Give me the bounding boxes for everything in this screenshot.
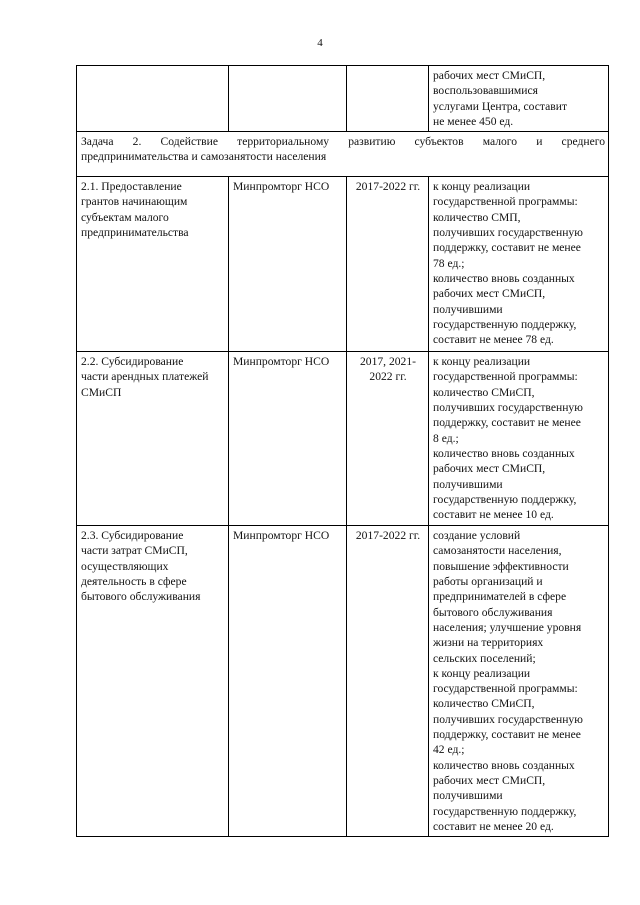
result-line: составит не менее 20 ед. [433,819,554,833]
task-heading-line: предпринимательства и самозанятости населения [81,150,327,164]
measure-line: части арендных платежей [81,370,209,384]
period-line: 2017-2022 гг. [355,180,421,194]
result-line: получивших государственную [433,226,583,240]
period-line: 2017, 2021- [359,355,417,369]
result-line: количество вновь созданных [433,446,575,460]
period-cell [347,352,429,526]
measure-cell [77,352,229,526]
executor-cell: Минпромторг НСО [229,526,347,837]
result-cell [429,352,609,526]
table-row [77,66,609,132]
result-line: к концу реализации [433,355,531,369]
result-line: рабочих мест СМиСП, [433,69,546,82]
table-row [77,352,609,526]
result-line: рабочих мест СМиСП, [433,287,546,301]
result-line: жизни на территориях [433,636,544,650]
result-line: создание условий [433,529,521,543]
period-cell [347,526,429,837]
result-line: государственной программы: [433,195,578,209]
result-line: предпринимателей в сфере [433,590,567,604]
result-line: поддержку, составит не менее [433,728,581,742]
measures-table [76,65,609,837]
result-line: работы организаций и [433,575,543,589]
result-line: поддержку, составит не менее [433,416,581,430]
period-line: 2022 гг. [369,370,407,384]
period-line: 2017-2022 гг. [355,529,421,543]
result-line: государственную поддержку, [433,317,577,331]
result-line: количество вновь созданных [433,271,575,285]
result-line: количество СМП, [433,210,521,224]
measure-line: 2.3. Субсидирование [81,529,184,543]
result-line: получившими [433,302,503,316]
result-line: сельских поселений; [433,651,536,665]
result-line: получившими [433,789,503,803]
result-line: 8 ед.; [433,431,459,445]
result-line: самозанятости населения, [433,544,562,558]
table-row [77,177,609,352]
result-line: воспользовавшимися [433,84,538,98]
measure-line: субъектам малого [81,210,169,224]
page-number: 4 [317,37,323,49]
result-line: к концу реализации [433,666,531,680]
result-line: 42 ед.; [433,743,465,757]
measure-line: грантов начинающим [81,195,188,209]
result-line: 78 ед.; [433,256,465,270]
executor-cell: Минпромторг НСО [229,177,347,352]
result-line: получившими [433,477,503,491]
measure-line: осуществляющих [81,559,169,573]
result-line: повышение эффективности [433,559,569,573]
measure-cell [77,66,229,132]
result-line: государственной программы: [433,682,578,696]
result-line: получивших государственную [433,401,583,415]
result-line: составит не менее 10 ед. [433,508,554,522]
measure-cell [77,177,229,352]
result-line: к концу реализации [433,180,531,194]
result-line: государственную поддержку, [433,804,577,818]
result-cell [429,66,609,132]
table-row [77,526,609,837]
result-line: поддержку, составит не менее [433,241,581,255]
result-line: получивших государственную [433,712,583,726]
result-line: бытового обслуживания [433,605,553,619]
task-row [77,132,609,177]
result-line: количество вновь созданных [433,758,575,772]
measure-line: СМиСП [81,385,122,399]
result-cell [429,526,609,837]
measure-line: бытового обслуживания [81,590,201,604]
result-line: услугами Центра, составит [433,99,568,113]
result-line: населения; улучшение уровня [433,620,582,634]
measure-line: 2.1. Предоставление [81,180,182,194]
result-cell [429,177,609,352]
result-line: составит не менее 78 ед. [433,333,554,347]
measure-cell [77,526,229,837]
result-line: рабочих мест СМиСП, [433,773,546,787]
measure-line: предпринимательства [81,226,189,240]
task-heading-line: Задача 2. Содействие территориальному развитию субъектов малого и среднего [81,135,605,149]
result-line: рабочих мест СМиСП, [433,462,546,476]
executor-cell: Минпромторг НСО [229,352,347,526]
result-line: не менее 450 ед. [433,114,514,128]
period-cell [347,66,429,132]
measure-line: деятельность в сфере [81,575,187,589]
executor-cell [229,66,347,132]
measure-line: части затрат СМиСП, [81,544,188,558]
result-line: количество СМиСП, [433,697,535,711]
task-heading [77,132,609,177]
period-cell [347,177,429,352]
measure-line: 2.2. Субсидирование [81,355,184,369]
result-line: государственной программы: [433,370,578,384]
result-line: количество СМиСП, [433,385,535,399]
result-line: государственную поддержку, [433,492,577,506]
